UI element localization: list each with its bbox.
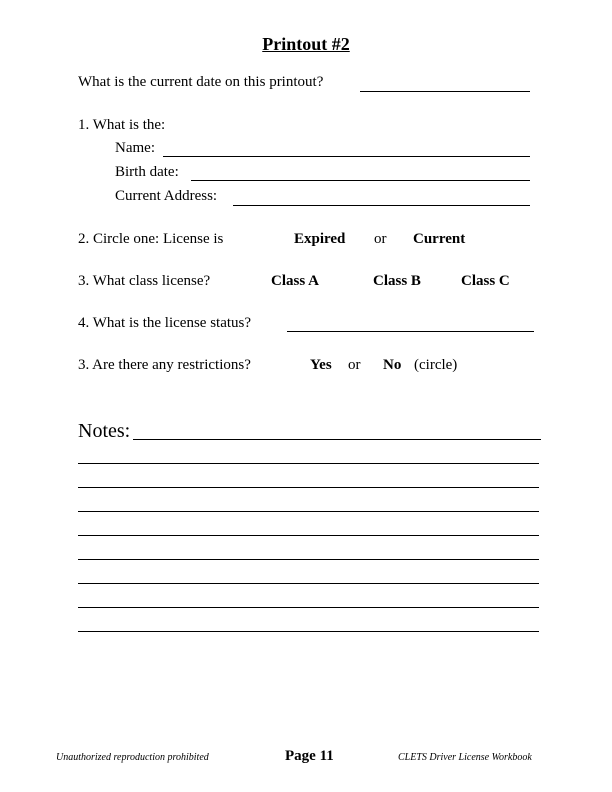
birth-date-answer-line bbox=[191, 180, 530, 181]
option-expired: Expired bbox=[294, 231, 346, 247]
q1-heading: 1. What is the: bbox=[78, 117, 166, 133]
notes-line bbox=[78, 511, 539, 512]
page-title: Printout #2 bbox=[262, 34, 350, 54]
option-class-b: Class B bbox=[373, 273, 421, 289]
current-address-answer-line bbox=[233, 205, 530, 206]
q4-prompt: 4. What is the license status? bbox=[78, 315, 252, 331]
notes-line bbox=[78, 631, 539, 632]
restrictions-prompt: 3. Are there any restrictions? bbox=[78, 357, 251, 373]
date-answer-line bbox=[360, 91, 530, 92]
option-class-a: Class A bbox=[271, 273, 319, 289]
footer-reproduction-notice: Unauthorized reproduction prohibited bbox=[56, 752, 209, 763]
q2-prompt: 2. Circle one: License is bbox=[78, 231, 224, 247]
notes-line bbox=[78, 535, 539, 536]
notes-line bbox=[78, 583, 539, 584]
restrictions-circle-note: (circle) bbox=[414, 357, 458, 373]
q2-or: or bbox=[374, 231, 387, 247]
option-class-c: Class C bbox=[461, 273, 510, 289]
footer-workbook-title: CLETS Driver License Workbook bbox=[398, 752, 532, 763]
notes-line bbox=[78, 487, 539, 488]
restrictions-or: or bbox=[348, 357, 361, 373]
name-label: Name: bbox=[115, 140, 155, 156]
name-answer-line bbox=[163, 156, 530, 157]
date-question-label: What is the current date on this printout? bbox=[78, 74, 324, 90]
notes-line bbox=[133, 439, 541, 440]
option-no: No bbox=[383, 357, 402, 373]
q3-prompt: 3. What class license? bbox=[78, 273, 211, 289]
notes-label: Notes: bbox=[78, 420, 131, 442]
footer-page-number: Page 11 bbox=[285, 748, 334, 764]
notes-line bbox=[78, 559, 539, 560]
birth-date-label: Birth date: bbox=[115, 164, 179, 180]
current-address-label: Current Address: bbox=[115, 188, 218, 204]
notes-line bbox=[78, 607, 539, 608]
option-current: Current bbox=[413, 231, 466, 247]
notes-line bbox=[78, 463, 539, 464]
option-yes: Yes bbox=[310, 357, 332, 373]
license-status-answer-line bbox=[287, 331, 534, 332]
